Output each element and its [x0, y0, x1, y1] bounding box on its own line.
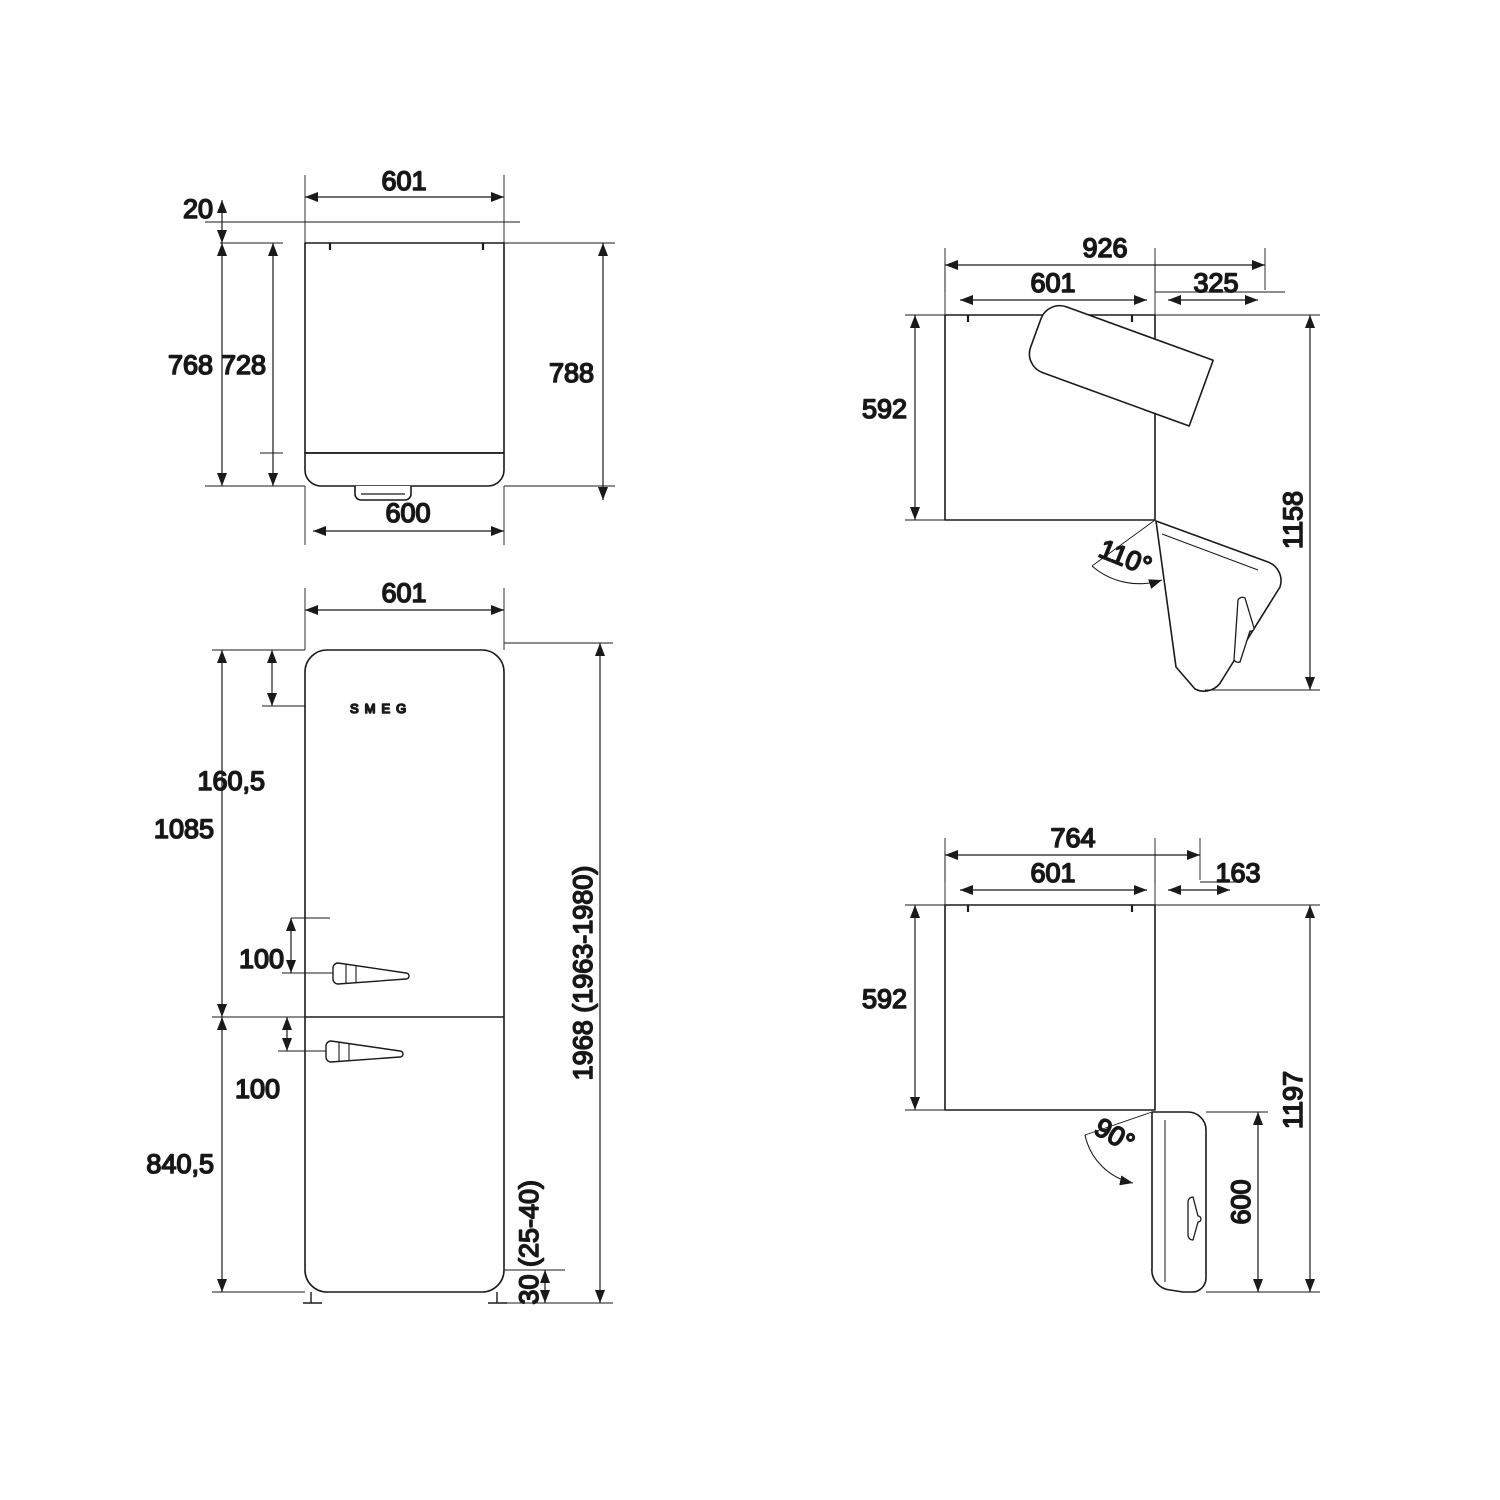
- dim-top-601: 601: [381, 166, 427, 196]
- dim-plan110-926: 926: [1082, 233, 1128, 263]
- dim-top-600: 600: [385, 498, 431, 528]
- dim-plan90-592: 592: [861, 984, 907, 1014]
- dim-plan110-325: 325: [1193, 268, 1239, 298]
- dim-front-100-upper: 100: [238, 944, 284, 974]
- dim-front-1085: 1085: [153, 814, 214, 844]
- dim-front-601: 601: [381, 578, 427, 608]
- dim-front-100-lower: 100: [234, 1074, 280, 1104]
- dim-top-20: 20: [182, 194, 213, 224]
- dim-plan90-1197: 1197: [1278, 1070, 1308, 1130]
- dim-plan90-600: 600: [1226, 1179, 1256, 1225]
- dim-front-30: 30 (25-40): [514, 1180, 544, 1305]
- dim-plan90-163: 163: [1215, 858, 1261, 888]
- dim-plan110-601: 601: [1030, 268, 1076, 298]
- view-top: [168, 166, 615, 545]
- dim-plan90-601: 601: [1030, 858, 1076, 888]
- view-front: [146, 578, 613, 1305]
- dim-plan110-1158: 1158: [1278, 490, 1308, 550]
- dim-front-1968: 1968 (1963-1980): [568, 865, 598, 1081]
- brand-logo: SMEG: [350, 701, 413, 716]
- dim-top-788: 788: [548, 358, 594, 388]
- dim-front-160-5: 160,5: [197, 766, 265, 796]
- dim-plan90-angle: 90°: [1089, 1112, 1140, 1159]
- dim-plan90-764: 764: [1050, 823, 1096, 853]
- dim-front-840-5: 840,5: [146, 1149, 214, 1179]
- dim-plan110-592: 592: [861, 394, 907, 424]
- dim-top-768: 768: [167, 350, 213, 380]
- view-plan-90: [862, 823, 1320, 1292]
- view-plan-110: [862, 233, 1320, 691]
- dim-top-728: 728: [220, 350, 266, 380]
- dim-plan110-angle: 110°: [1094, 533, 1156, 582]
